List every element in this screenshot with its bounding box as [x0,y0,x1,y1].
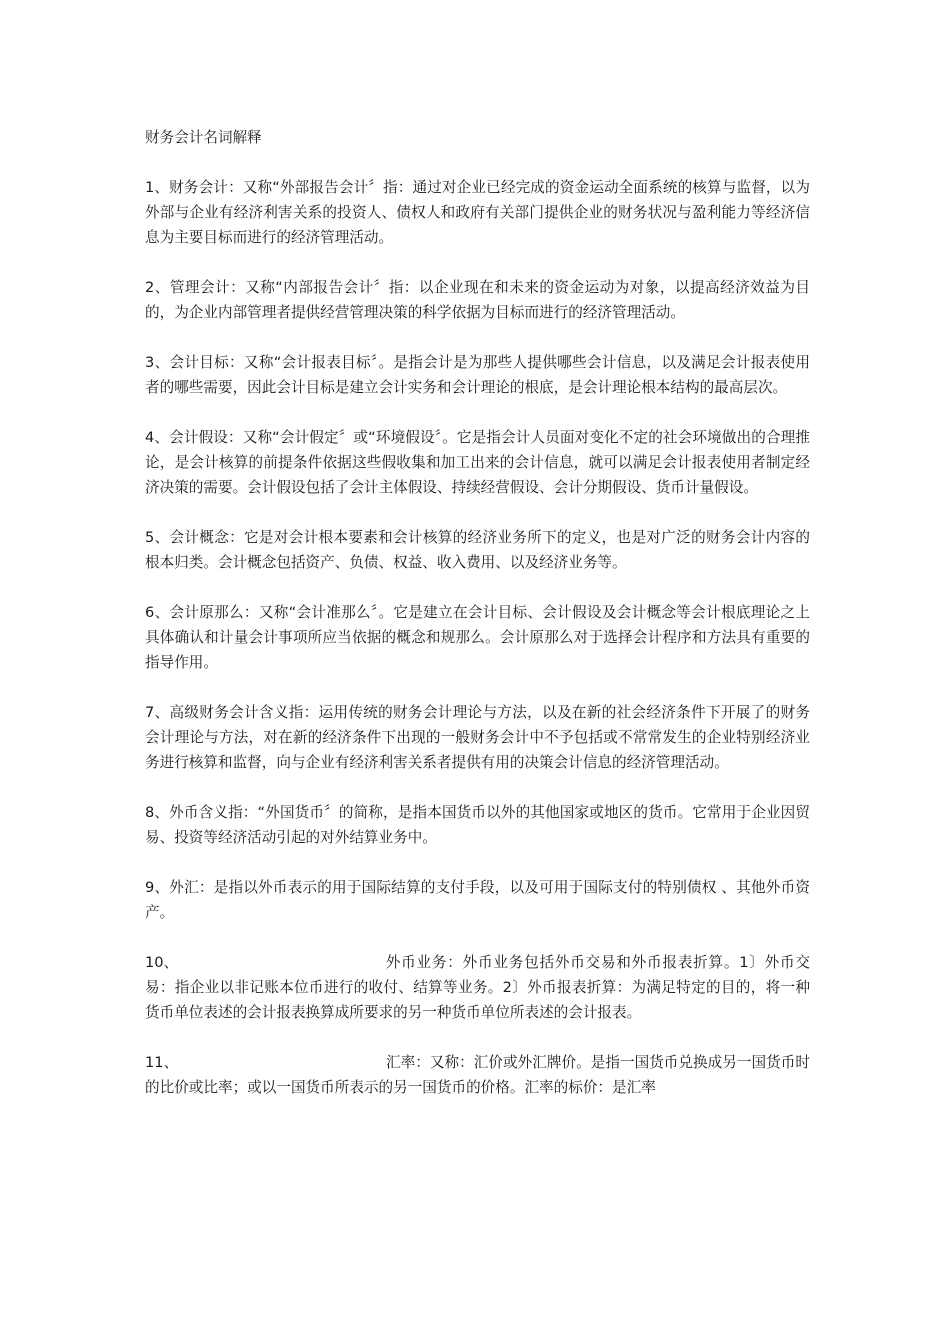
term-entry-10 [145,950,810,1025]
term-number: 5、 [145,529,170,546]
term-entry-7 [145,700,810,775]
term-text: 会计原那么：又称“会计准那么〞。它是建立在会计目标、会计假设及会计概念等会计根底理论之上具体确认和计量会计事项所应当依据的概念和规那么。会计原那么对于选择会计程序和方法具有重要的指导作用。 [145,604,811,671]
term-text: 汇率：又称：汇价或外汇牌价。是指一国货币兑换成另一国货币时的比价或比率；或以一国货币所表示的另一国货币的价格。汇率的标价：是汇率 [145,1054,810,1096]
term-entry-11 [145,1050,810,1100]
term-entry-4 [145,425,810,500]
term-number: 4、 [145,429,170,446]
term-entry-8 [145,800,810,850]
term-entry-9 [145,875,810,925]
term-text: 外币含义指：“外国货币〞的简称，是指本国货币以外的其他国家或地区的货币。它常用于企业因贸易、投资等经济活动引起的对外结算业务中。 [145,804,810,846]
term-text: 高级财务会计含义指：运用传统的财务会计理论与方法，以及在新的社会经济条件下开展了的财务会计理论与方法，对在新的经济条件下出现的一般财务会计中不予包括或不常常发生的企业特别经济业务进行核算和监督，向与企业有经济利害关系者提供有用的决策会计信息的经济管理活动。 [145,704,810,771]
term-number: 7、 [145,704,170,721]
term-entry-1 [145,175,810,250]
term-number: 3、 [145,354,170,371]
term-text: 会计假设：又称“会计假定〞或“环境假设〞。它是指会计人员面对变化不定的社会环境做出的合理推论，是会计核算的前提条件依据这些假收集和加工出来的会计信息，就可以满足会计报表使用者制定经济决策的需要。会计假设包括了会计主体假设、持续经营假设、会计分期假设、货币计量假设。 [145,429,810,496]
term-number: 10、 [145,954,179,971]
term-text: 管理会计：又称“内部报告会计〞指：以企业现在和未来的资金运动为对象，以提高经济效益为目的，为企业内部管理者提供经营管理决策的科学依据为目标而进行的经济管理活动。 [145,279,810,321]
term-text: 财务会计：又称“外部报告会计〞指：通过对企业已经完成的资金运动全面系统的核算与监督，以为外部与企业有经济利害关系的投资人、债权人和政府有关部门提供企业的财务状况与盈利能力等经济信息为主要目标而进行的经济管理活动。 [145,179,810,246]
term-number: 1、 [145,179,170,196]
term-text: 外汇：是指以外币表示的用于国际结算的支付手段，以及可用于国际支付的特别债权 、其他外币资产。 [145,879,810,921]
document-body [145,125,810,1125]
term-entry-2 [145,275,810,325]
term-text: 外币业务：外币业务包括外币交易和外币报表折算。1〕外币交易：指企业以非记账本位币进行的收付、结算等业务。2〕外币报表折算：为满足特定的目的，将一种货币单位表述的会计报表换算成所要求的另一种货币单位所表述的会计报表。 [145,954,810,1021]
term-text: 会计目标：又称“会计报表目标〞。是指会计是为那些人提供哪些会计信息，以及满足会计报表使用者的哪些需要，因此会计目标是建立会计实务和会计理论的根底，是会计理论根本结构的最高层次。 [145,354,811,396]
term-number: 6、 [145,604,170,621]
term-number: 11、 [145,1054,179,1071]
term-number: 9、 [145,879,170,896]
document-title: 财务会计名词解释 [145,129,262,146]
term-number: 8、 [145,804,170,821]
term-entry-6 [145,600,810,675]
term-number: 2、 [145,279,170,296]
term-text: 会计概念：它是对会计根本要素和会计核算的经济业务所下的定义，也是对广泛的财务会计内容的根本归类。会计概念包括资产、负债、权益、收入费用、以及经济业务等。 [145,529,810,571]
term-entry-3 [145,350,810,400]
term-entry-5 [145,525,810,575]
